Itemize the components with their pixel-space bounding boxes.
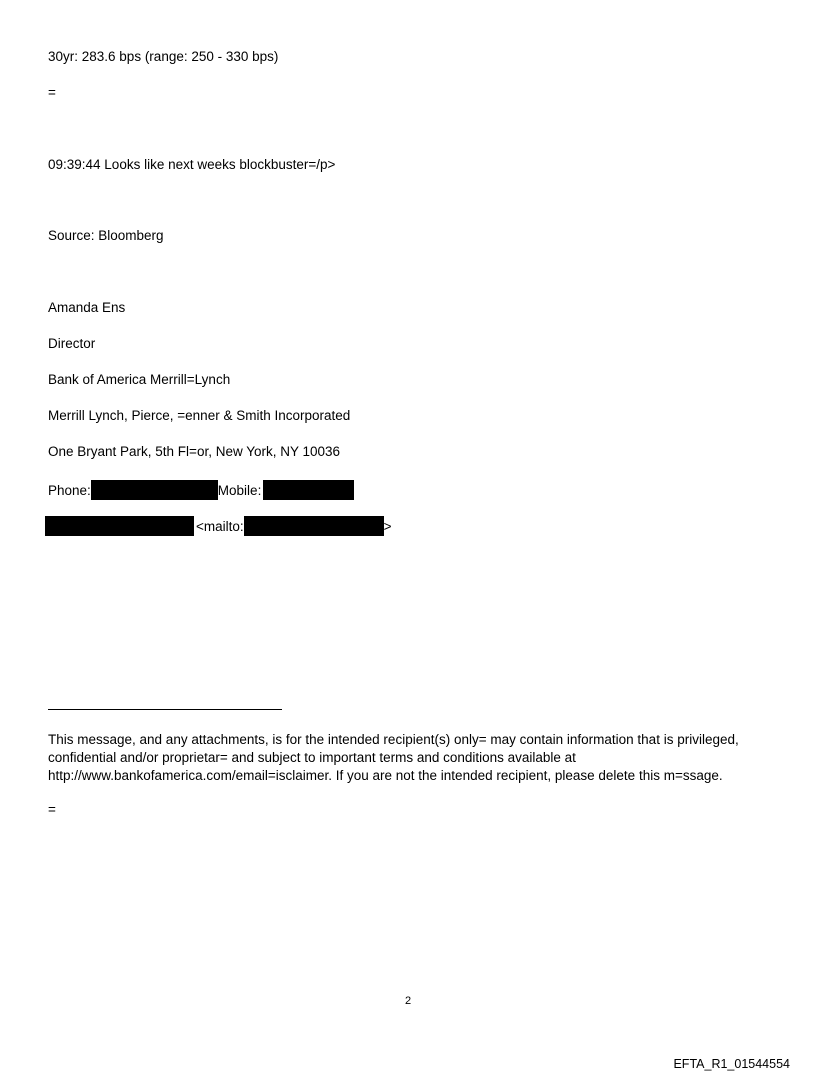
yield-line: 30yr: 283.6 bps (range: 250 - 330 bps) — [48, 49, 279, 64]
redacted-mobile-block — [263, 480, 354, 500]
phone-label: Phone: — [48, 483, 91, 498]
disclaimer-text: This message, and any attachments, is for the intended recipient(s) only= may contain information that is privileged, confidential and/or proprietar= and subject to important terms and conditions available at http://www.bankofamerica.com/email=isclaimer. If you are not the intended recipient, please delete this m=ssage. — [48, 732, 739, 783]
document-id: EFTA_R1_01544554 — [673, 1057, 790, 1071]
signature-title: Director — [48, 336, 96, 351]
redacted-phone-block — [91, 480, 218, 500]
mailto-label: <mailto: — [196, 519, 244, 534]
timestamp-line: 09:39:44 Looks like next weeks blockbuster=/p> — [48, 157, 336, 172]
equals-separator-footer: = — [48, 802, 56, 817]
mobile-label: Mobile: — [217, 483, 262, 498]
mailto-close: > — [383, 519, 392, 534]
source-line: Source: Bloomberg — [48, 228, 164, 243]
equals-separator: = — [48, 85, 56, 100]
page-number: 2 — [404, 995, 412, 1007]
phone-line — [48, 480, 354, 500]
redacted-mailto-block — [244, 516, 384, 536]
signature-address: One Bryant Park, 5th Fl=or, New York, NY 10036 — [48, 444, 341, 459]
disclaimer-divider — [48, 709, 282, 710]
signature-name: Amanda Ens — [48, 300, 126, 315]
email-line — [45, 516, 392, 536]
redacted-email-block — [45, 516, 194, 536]
signature-entity: Merrill Lynch, Pierce, =enner & Smith Incorporated — [48, 408, 351, 423]
signature-company: Bank of America Merrill=Lynch — [48, 372, 231, 387]
